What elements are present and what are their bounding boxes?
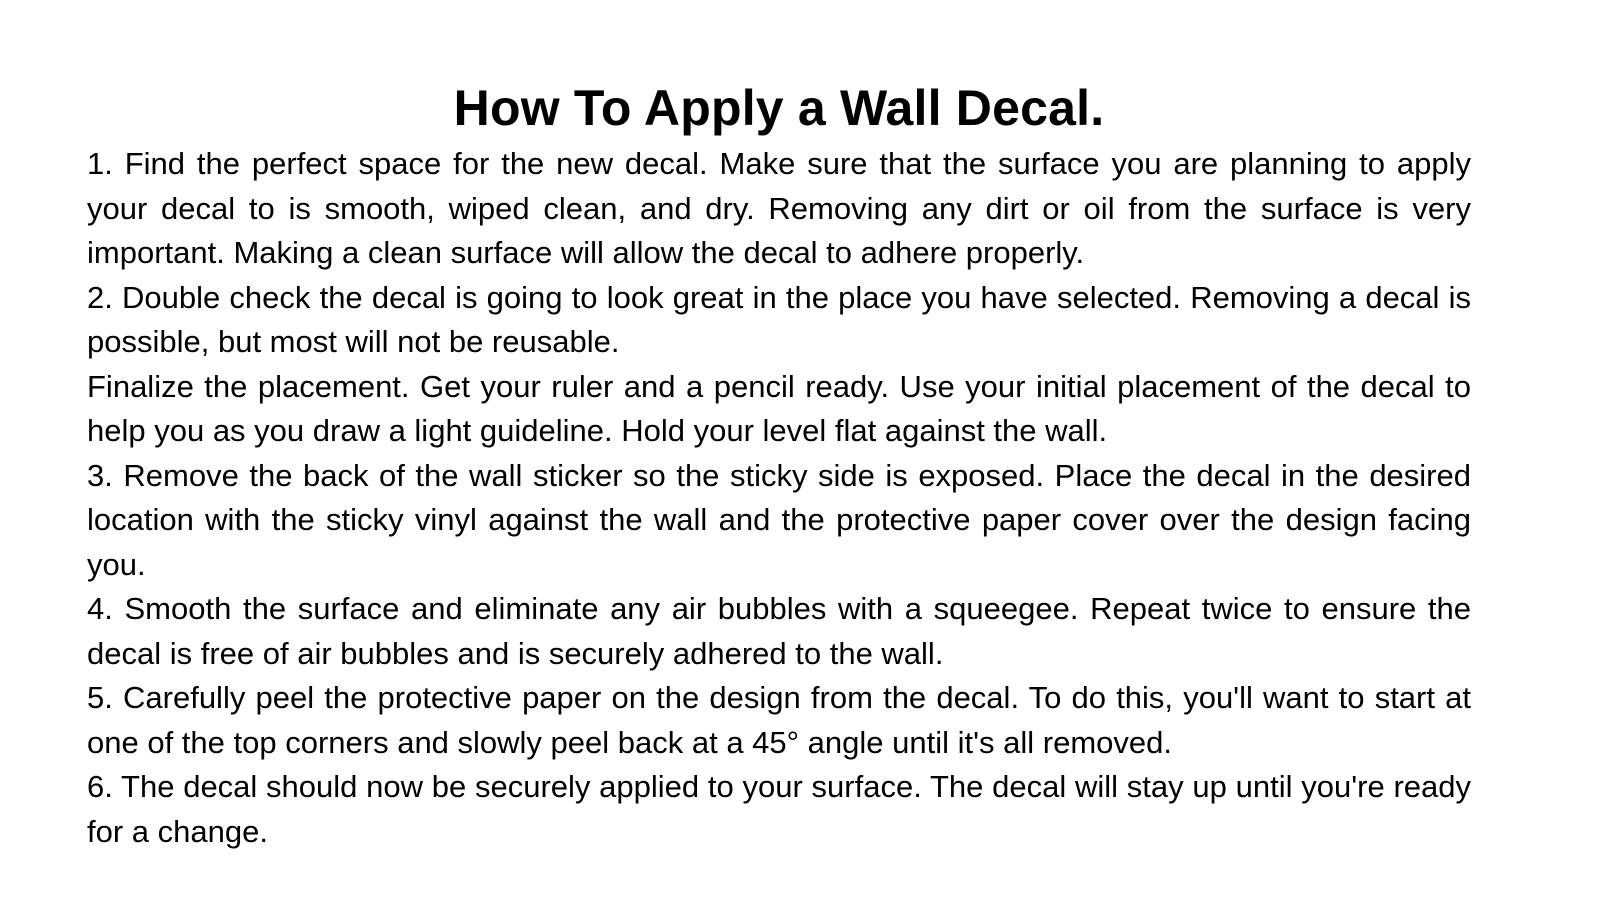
step-5-paragraph: 5. Carefully peel the protective paper on the design from the decal. To do this, you'll want to start at one of the top corners and slowly peel back at a 45° angle until it's all removed. <box>87 680 1471 760</box>
step-1-paragraph: 1. Find the perfect space for the new decal. Make sure that the surface you are planning to apply your decal to is smooth, wiped clean, and dry. Removing any dirt or oil from the surface is very important. Making a clean surface will allow the decal to adhere properly. <box>87 146 1471 270</box>
step-2-paragraph: 2. Double check the decal is going to look great in the place you have selected. Removing a decal is possible, but most will not be reusable. <box>87 279 1471 359</box>
step-6-paragraph: 6. The decal should now be securely applied to your surface. The decal will stay up until you're ready for a change. <box>87 769 1471 849</box>
step-3-paragraph: 3. Remove the back of the wall sticker so the sticky side is exposed. Place the decal in the desired location with the sticky vinyl against the wall and the protective paper cover over the design facing you. <box>87 457 1471 582</box>
finalize-placement-paragraph: Finalize the placement. Get your ruler and a pencil ready. Use your initial placement of the decal to help you as you draw a light guideline. Hold your level flat against the wall. <box>87 368 1471 448</box>
page-title: How To Apply a Wall Decal. <box>453 80 1105 136</box>
document-body <box>87 78 1471 854</box>
step-4-paragraph: 4. Smooth the surface and eliminate any air bubbles with a squeegee. Repeat twice to ensure the decal is free of air bubbles and is securely adhered to the wall. <box>87 591 1471 671</box>
